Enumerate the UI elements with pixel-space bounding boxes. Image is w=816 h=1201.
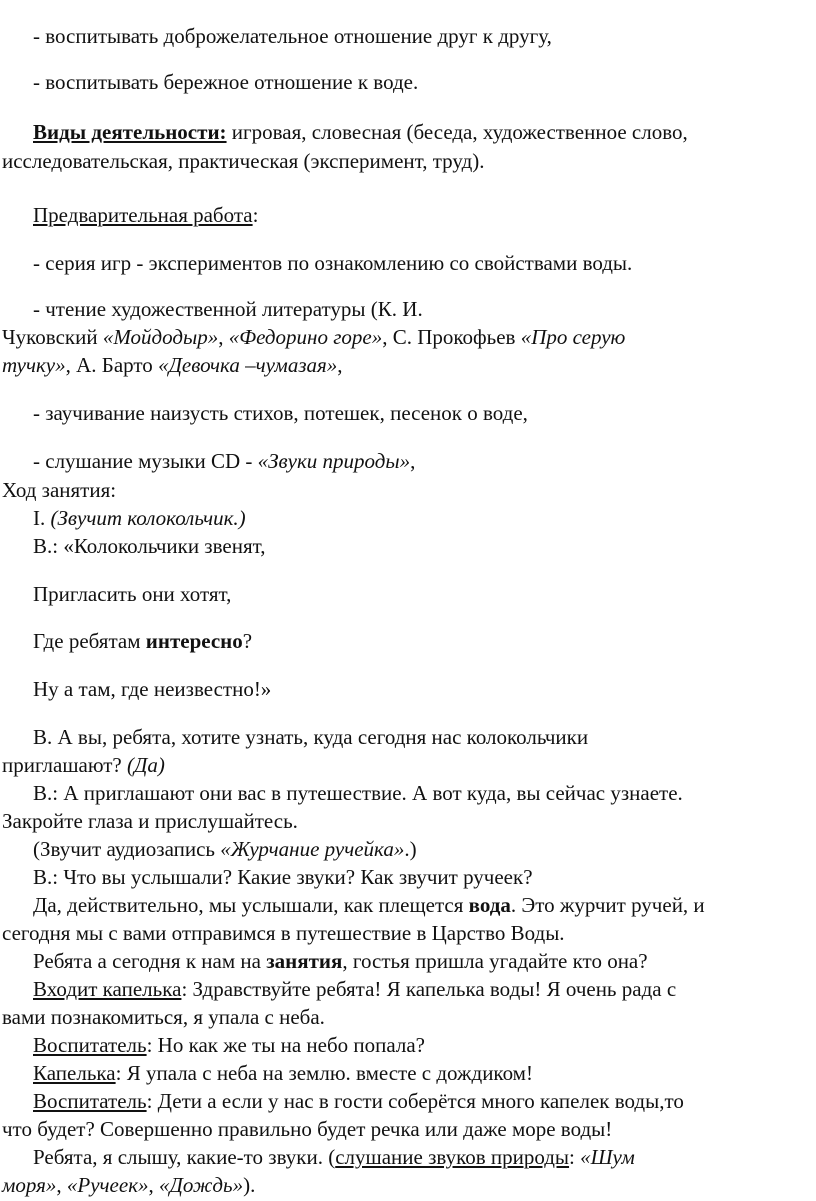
lesson-step-16b: моря», «Ручеек», «Дождь»). — [2, 1173, 256, 1197]
lesson-step-1: I. (Звучит колокольчик.) — [33, 506, 246, 530]
activities-line-1: Виды деятельности: игровая, словесная (беседа, художественное слово, — [33, 120, 688, 144]
lesson-step-7a: В.: А приглашают они вас в путешествие. А вот куда, вы сейчас узнаете. — [33, 781, 683, 805]
lesson-step-2: В.: «Колокольчики звенят, — [33, 534, 266, 558]
lesson-step-12b: вами познакомиться, я упала с неба. — [2, 1005, 325, 1029]
prep-item-4: - слушание музыки CD - «Звуки природы», — [33, 449, 416, 473]
lesson-step-12a: Входит капелька: Здравствуйте ребята! Я капелька воды! Я очень рада с — [33, 977, 677, 1001]
lesson-step-15b: что будет? Совершенно правильно будет речка или даже море воды! — [2, 1117, 613, 1141]
lesson-step-5: Ну а там, где неизвестно!» — [33, 677, 272, 701]
prep-item-2a: - чтение художественной литературы (К. И. — [33, 297, 423, 321]
lesson-step-3: Пригласить они хотят, — [33, 582, 232, 606]
lesson-step-6a: В. А вы, ребята, хотите узнать, куда сегодня нас колокольчики — [33, 725, 589, 749]
lesson-step-13: Воспитатель: Но как же ты на небо попала? — [33, 1033, 425, 1057]
lesson-step-11: Ребята а сегодня к нам на занятия, гостья пришла угадайте кто она? — [33, 949, 648, 973]
activities-label: Виды деятельности: — [33, 120, 227, 144]
prep-item-2c: тучку», А. Барто «Девочка –чумазая», — [2, 353, 343, 377]
goal-line-2: - воспитывать бережное отношение к воде. — [33, 70, 419, 94]
lesson-step-14: Капелька: Я упала с неба на землю. вместе с дождиком! — [33, 1061, 533, 1085]
prep-heading: Предварительная работа: — [33, 203, 259, 227]
lesson-step-10a: Да, действительно, мы услышали, как плещется вода. Это журчит ручей, и — [33, 893, 705, 917]
lesson-step-7b: Закройте глаза и прислушайтесь. — [2, 809, 298, 833]
lesson-step-10b: сегодня мы с вами отправимся в путешествие в Царство Воды. — [2, 921, 565, 945]
lesson-step-8: (Звучит аудиозапись «Журчание ручейка».) — [33, 837, 417, 861]
lesson-step-15a: Воспитатель: Дети а если у нас в гости соберётся много капелек воды,то — [33, 1089, 684, 1113]
goal-line-1: - воспитывать доброжелательное отношение друг к другу, — [33, 24, 552, 48]
lesson-step-9: В.: Что вы услышали? Какие звуки? Как звучит ручеек? — [33, 865, 533, 889]
lesson-step-16a: Ребята, я слышу, какие-то звуки. (слушание звуков природы: «Шум — [33, 1145, 635, 1169]
activities-line-2: исследовательская, практическая (эксперимент, труд). — [2, 149, 485, 173]
prep-item-1: - серия игр - экспериментов по ознакомлению со свойствами воды. — [33, 251, 633, 275]
prep-item-2b: Чуковский «Мойдодыр», «Федорино горе», С. Прокофьев «Про серую — [2, 325, 626, 349]
prep-item-3: - заучивание наизусть стихов, потешек, песенок о воде, — [33, 401, 528, 425]
lesson-heading: Ход занятия: — [2, 478, 117, 502]
lesson-step-6b: приглашают? (Да) — [2, 753, 165, 777]
lesson-step-4: Где ребятам интересно? — [33, 629, 253, 653]
